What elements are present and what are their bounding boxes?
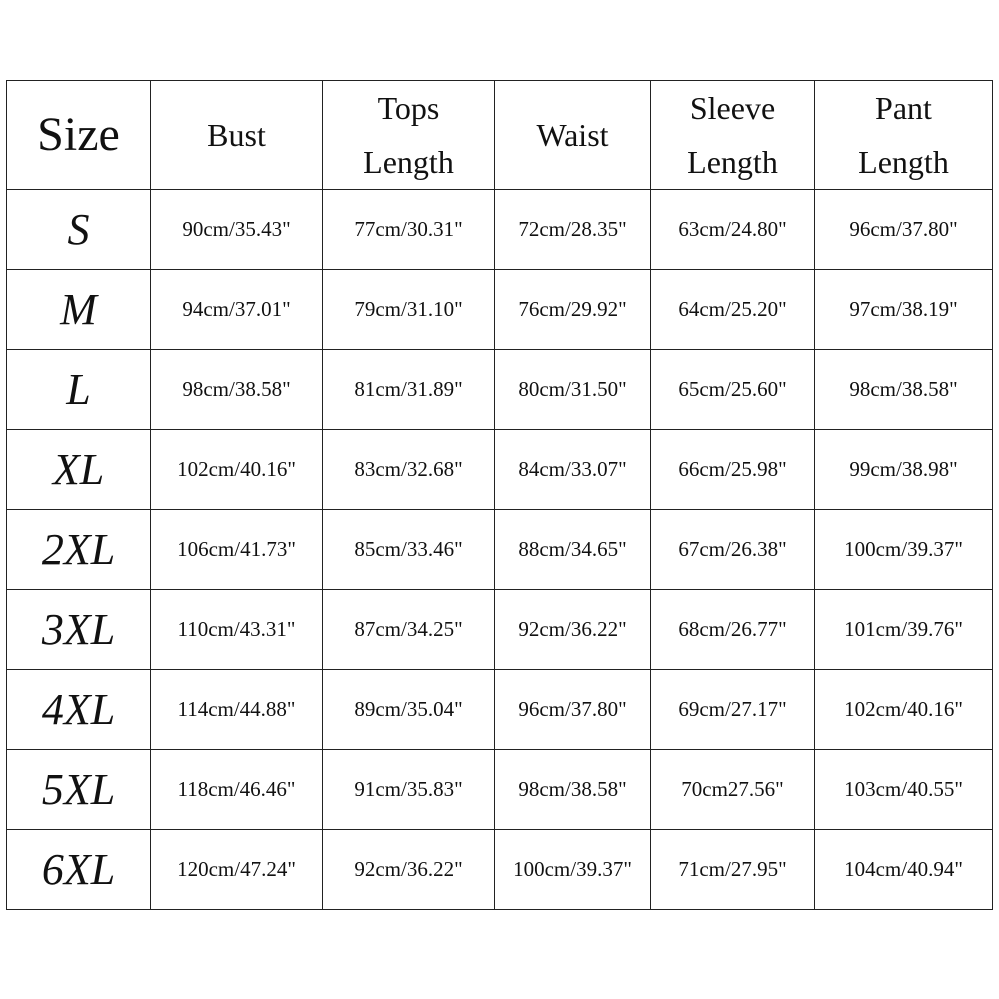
header-tops-length: Tops Length: [323, 81, 495, 190]
size-cell: 3XL: [7, 590, 151, 670]
waist-cell: 84cm/33.07": [495, 430, 651, 510]
bust-cell: 98cm/38.58": [151, 350, 323, 430]
waist-cell: 76cm/29.92": [495, 270, 651, 350]
pant-length-cell: 98cm/38.58": [815, 350, 993, 430]
table-row: [7, 270, 993, 350]
sleeve-length-cell: 71cm/27.95": [651, 830, 815, 910]
table-row: [7, 350, 993, 430]
tops-length-cell: 91cm/35.83": [323, 750, 495, 830]
size-chart-table: [6, 80, 993, 910]
pant-length-cell: 100cm/39.37": [815, 510, 993, 590]
size-cell: 6XL: [7, 830, 151, 910]
pant-length-cell: 102cm/40.16": [815, 670, 993, 750]
bust-cell: 102cm/40.16": [151, 430, 323, 510]
pant-length-cell: 96cm/37.80": [815, 190, 993, 270]
bust-cell: 106cm/41.73": [151, 510, 323, 590]
bust-cell: 118cm/46.46": [151, 750, 323, 830]
header-sleeve-length: Sleeve Length: [651, 81, 815, 190]
waist-cell: 100cm/39.37": [495, 830, 651, 910]
tops-length-cell: 81cm/31.89": [323, 350, 495, 430]
bust-cell: 110cm/43.31": [151, 590, 323, 670]
size-cell: L: [7, 350, 151, 430]
size-cell: 2XL: [7, 510, 151, 590]
tops-length-cell: 89cm/35.04": [323, 670, 495, 750]
tops-length-cell: 83cm/32.68": [323, 430, 495, 510]
tops-length-cell: 85cm/33.46": [323, 510, 495, 590]
tops-length-cell: 77cm/30.31": [323, 190, 495, 270]
sleeve-length-cell: 67cm/26.38": [651, 510, 815, 590]
header-waist: Waist: [495, 81, 651, 190]
sleeve-length-cell: 70cm27.56": [651, 750, 815, 830]
table-row: [7, 590, 993, 670]
pant-length-cell: 103cm/40.55": [815, 750, 993, 830]
sleeve-length-cell: 66cm/25.98": [651, 430, 815, 510]
table-row: [7, 510, 993, 590]
size-cell: 5XL: [7, 750, 151, 830]
table-row: [7, 430, 993, 510]
size-cell: XL: [7, 430, 151, 510]
size-cell: M: [7, 270, 151, 350]
bust-cell: 120cm/47.24": [151, 830, 323, 910]
header-size: Size: [7, 81, 151, 190]
waist-cell: 98cm/38.58": [495, 750, 651, 830]
pant-length-cell: 97cm/38.19": [815, 270, 993, 350]
sleeve-length-cell: 63cm/24.80": [651, 190, 815, 270]
table-row: [7, 750, 993, 830]
sleeve-length-cell: 69cm/27.17": [651, 670, 815, 750]
size-cell: S: [7, 190, 151, 270]
bust-cell: 114cm/44.88": [151, 670, 323, 750]
table-row: [7, 190, 993, 270]
sleeve-length-cell: 65cm/25.60": [651, 350, 815, 430]
table-row: [7, 830, 993, 910]
pant-length-cell: 104cm/40.94": [815, 830, 993, 910]
waist-cell: 80cm/31.50": [495, 350, 651, 430]
sleeve-length-cell: 68cm/26.77": [651, 590, 815, 670]
sleeve-length-cell: 64cm/25.20": [651, 270, 815, 350]
header-bust: Bust: [151, 81, 323, 190]
pant-length-cell: 99cm/38.98": [815, 430, 993, 510]
waist-cell: 92cm/36.22": [495, 590, 651, 670]
waist-cell: 88cm/34.65": [495, 510, 651, 590]
waist-cell: 96cm/37.80": [495, 670, 651, 750]
tops-length-cell: 92cm/36.22": [323, 830, 495, 910]
bust-cell: 90cm/35.43": [151, 190, 323, 270]
table-row: [7, 670, 993, 750]
size-cell: 4XL: [7, 670, 151, 750]
bust-cell: 94cm/37.01": [151, 270, 323, 350]
pant-length-cell: 101cm/39.76": [815, 590, 993, 670]
header-row: [7, 81, 993, 190]
tops-length-cell: 87cm/34.25": [323, 590, 495, 670]
header-pant-length: Pant Length: [815, 81, 993, 190]
tops-length-cell: 79cm/31.10": [323, 270, 495, 350]
waist-cell: 72cm/28.35": [495, 190, 651, 270]
